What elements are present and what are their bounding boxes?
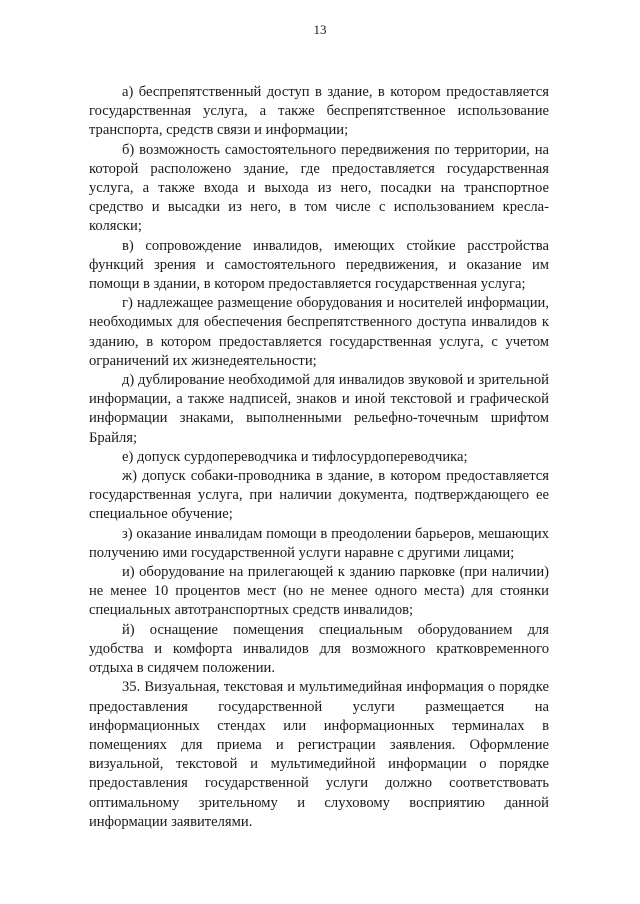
paragraph-v: в) сопровождение инвалидов, имеющих стойкие расстройства функций зрения и самостоятельного передвижения, и оказание им помощи в здании, в котором предоставляется государственная услуга;	[89, 237, 549, 293]
paragraph-g: г) надлежащее размещение оборудования и носителей информации, необходимых для обеспечения беспрепятственного доступа инвалидов к зданию, в котором предоставляется государственная услуга, с учетом ограничений их жизнедеятельности;	[89, 295, 549, 369]
paragraph-i: и) оборудование на прилегающей к зданию парковке (при наличии) не менее 10 процентов мест (но не менее одного места) для стоянки специальных автотранспортных средств инвалидов;	[89, 564, 549, 619]
paragraph-a: а) беспрепятственный доступ в здание, в котором предоставляется государственная услуга, а также беспрепятственное использование транспорта, средств связи и информации;	[89, 84, 549, 139]
paragraph-zh: ж) допуск собаки-проводника в здание, в котором предоставляется государственная услуга, при наличии документа, подтверждающего ее специальное обучение;	[89, 468, 549, 523]
paragraph-z: з) оказание инвалидам помощи в преодолении барьеров, мешающих получению ими государственной услуги наравне с другими лицами;	[89, 525, 549, 561]
paragraph-35: 35. Визуальная, текстовая и мультимедийная информация о порядке предоставления государственной услуги размещается на информационных стендах или информационных терминалах в помещениях для приема и регистрации заявления. Оформление визуальной, текстовой и мультимедийной информации о порядке предоставления государственной услуги должно соответствовать оптимальному зрительному и слуховому восприятию данной информации заявителями.	[89, 679, 549, 830]
page-number: 13	[313, 22, 327, 37]
paragraph-e: е) допуск сурдопереводчика и тифлосурдопереводчика;	[122, 448, 468, 465]
paragraph-y: й) оснащение помещения специальным оборудованием для удобства и комфорта инвалидов для возможного кратковременного отдыха в сидячем положении.	[89, 621, 549, 677]
paragraph-b: б) возможность самостоятельного передвижения по территории, на которой расположено здание, где предоставляется государственная услуга, а также входа и выхода из него, посадки на транспортное средство и высадки из него, в том числе с использованием кресла-коляски;	[89, 141, 549, 235]
document-body	[89, 83, 549, 832]
paragraph-d: д) дублирование необходимой для инвалидов звуковой и зрительной информации, а также надписей, знаков и иной текстовой и графической информации знаками, выполненными рельефно-точечным шрифтом Брайля;	[89, 372, 549, 446]
